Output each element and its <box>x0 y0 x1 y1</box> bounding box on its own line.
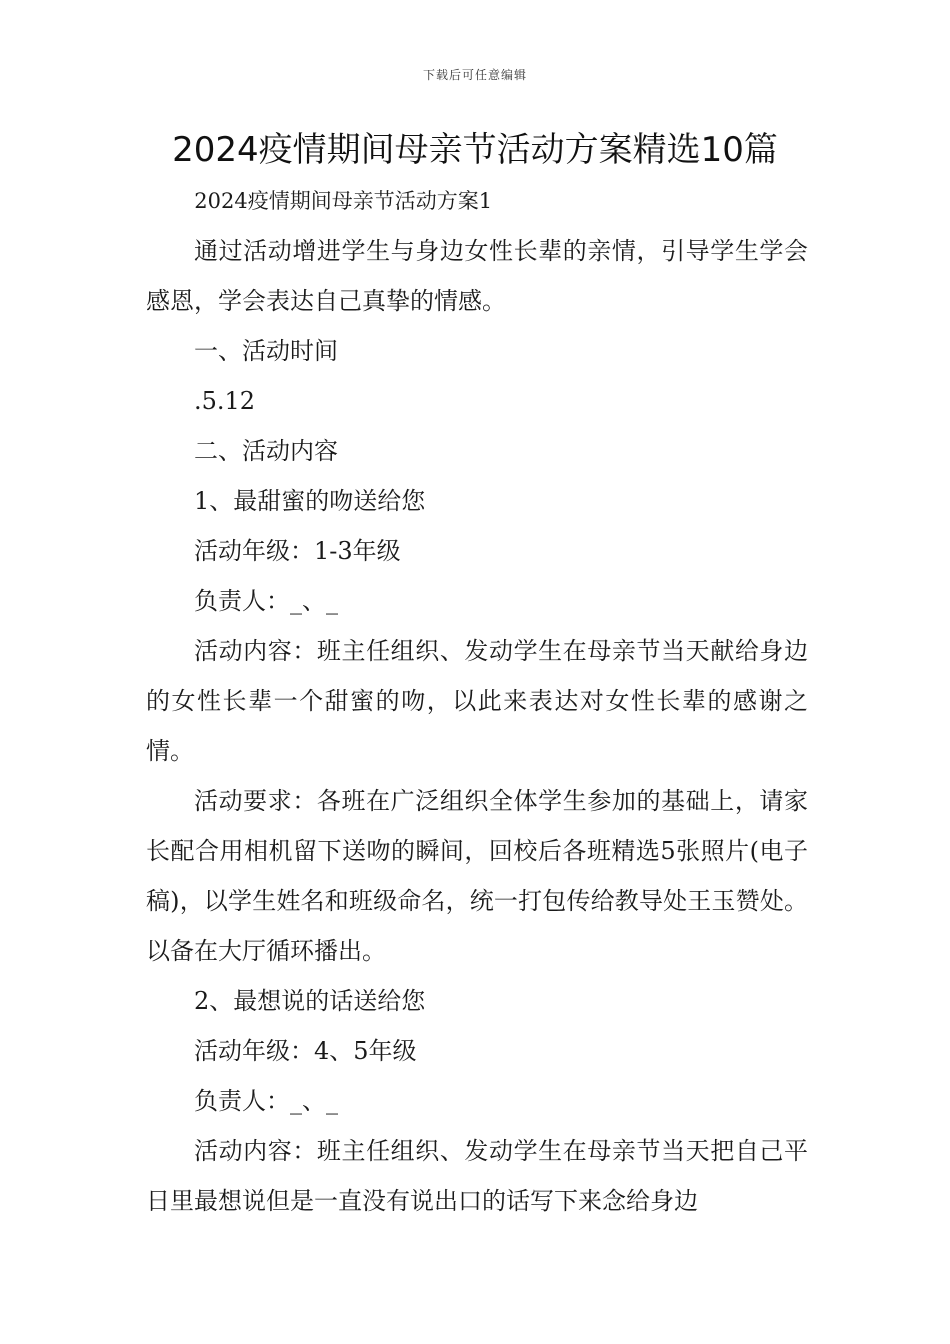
document-body <box>146 176 808 1226</box>
paragraph-requirement-1: 活动要求：各班在广泛组织全体学生参加的基础上，请家长配合用相机留下送吻的瞬间，回校后各班精选5张照片(电子稿)，以学生姓名和班级命名，统一打包传给教导处王玉赞处。以备在大厅循环播出。 <box>146 787 808 965</box>
paragraph-intro: 通过活动增进学生与身边女性长辈的亲情，引导学生学会感恩，学会表达自己真挚的情感。 <box>146 237 808 315</box>
paragraph-grade-1: 活动年级：1-3年级 <box>194 537 401 565</box>
paragraph-responsible-1: 负责人：_、_ <box>194 587 338 615</box>
header-note: 下载后可任意编辑 <box>422 68 527 82</box>
heading-activity-time: 一、活动时间 <box>194 337 338 365</box>
item-heading-words: 2、最想说的话送给您 <box>194 987 426 1015</box>
section-subtitle: 2024疫情期间母亲节活动方案1 <box>194 189 493 213</box>
document-title: 2024疫情期间母亲节活动方案精选10篇 <box>172 130 778 170</box>
paragraph-content-2: 活动内容：班主任组织、发动学生在母亲节当天把自己平日里最想说但是一直没有说出口的话写下来念给身边 <box>146 1137 808 1215</box>
heading-activity-content: 二、活动内容 <box>194 437 338 465</box>
paragraph-grade-2: 活动年级：4、5年级 <box>194 1037 417 1065</box>
paragraph-content-1: 活动内容：班主任组织、发动学生在母亲节当天献给身边的女性长辈一个甜蜜的吻，以此来表达对女性长辈的感谢之情。 <box>146 637 808 765</box>
item-heading-kiss: 1、最甜蜜的吻送给您 <box>194 487 426 515</box>
paragraph-date: .5.12 <box>194 387 256 415</box>
paragraph-responsible-2: 负责人：_、_ <box>194 1087 338 1115</box>
